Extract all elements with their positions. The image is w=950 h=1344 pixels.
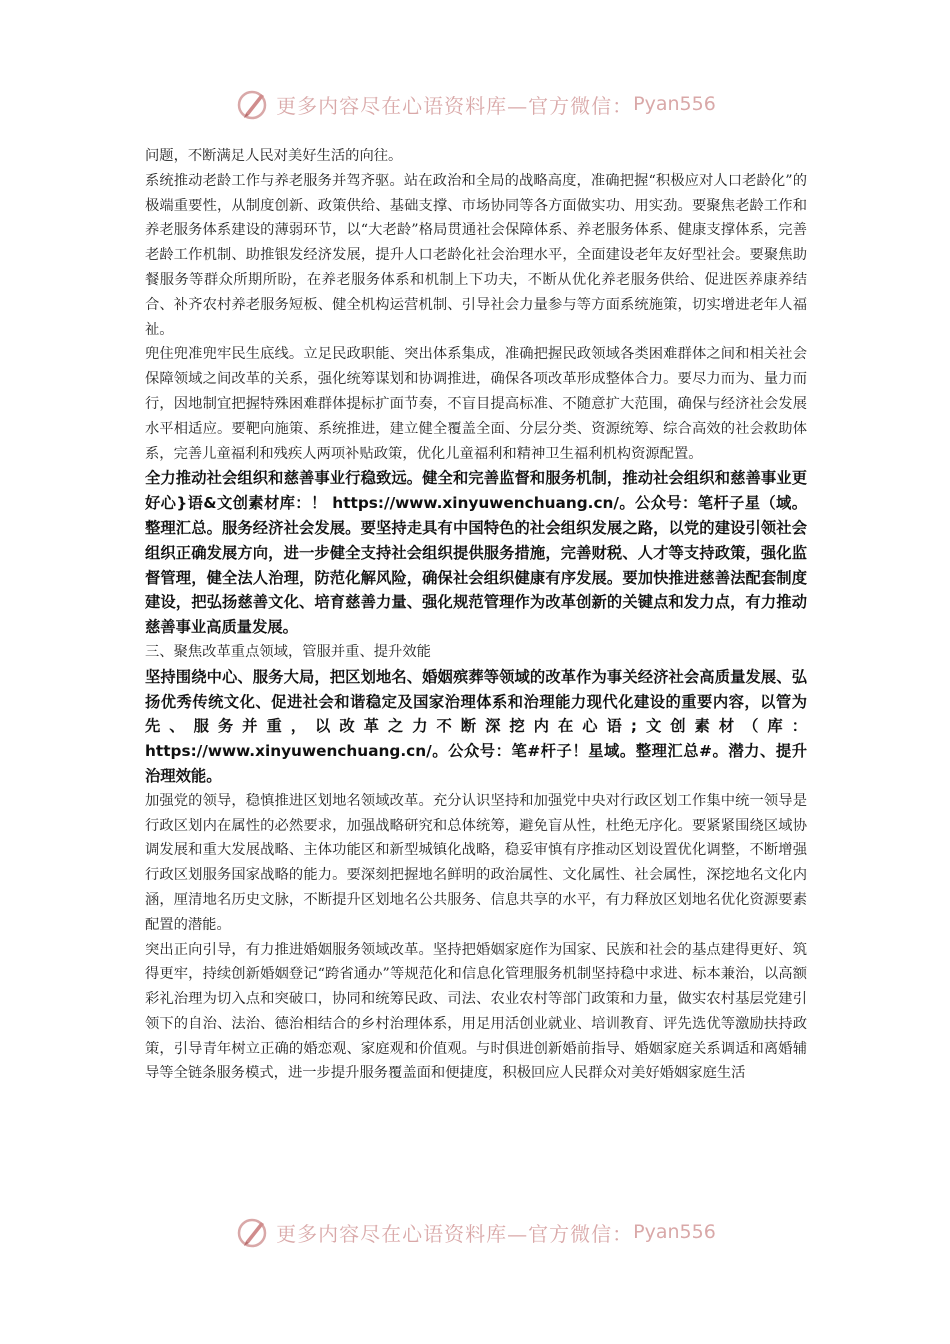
paragraph-bold: 坚持围绕中心、服务大局，把区划地名、婚姻殡葬等领域的改革作为事关经济社会高质量发展、弘扬优秀传统文化、促进社会和谐稳定及国家治理体系和治理能力现代化建设的重要内容，以管为先、服务并重，以改革之力不断深挖内在心语;文创素材（库：https://www.xinyuwenchuang.cn/。公众号：笔#杆子！星域。整理汇总#。潜力、提升治理效能。 bbox=[145, 667, 807, 785]
footer-text: 更多内容尽在心语资料库—官方微信： bbox=[276, 1221, 634, 1246]
paragraph: 突出正向引导，有力推进婚姻服务领域改革。坚持把婚姻家庭作为国家、民族和社会的基点建得更好、筑得更牢，持续创新婚姻登记“跨省通办”等规范化和信息化管理服务机制坚持稳中求进、标本兼治，以高额彩礼治理为切入点和突破口，协同和统筹民政、司法、农业农村等部门政策和力量，做实农村基层党建引领下的自治、法治、德治相结合的乡村治理体系，用足用活创业就业、培训教育、评先选优等激励扶持政策，引导青年树立正确的婚恋观、家庭观和价值观。与时俱进创新婚前指导、婚姻家庭关系调适和离婚辅导等全链条服务模式，进一步提升服务覆盖面和便捷度，积极回应人民群众对美好婚姻家庭生活 bbox=[145, 941, 807, 1082]
paragraph: 系统推动老龄工作与养老服务并驾齐驱。站在政治和全局的战略高度，准确把握“积极应对人口老龄化”的极端重要性，从制度创新、政策供给、基础支撑、市场协同等各方面做实功、用实劲。要聚焦老龄工作和养老服务体系建设的薄弱环节，以“大老龄”格局贯通社会保障体系、养老服务体系、健康支撑体系，完善老龄工作机制、助推银发经济发展，提升人口老龄化社会治理水平，全面建设老年友好型社会。要聚焦助餐服务等群众所期所盼，在养老服务体系和机制上下功夫，不断从优化养老服务供给、促进医养康养结合、补齐农村养老服务短板、健全机构运营机制、引导社会力量参与等方面系统施策，切实增进老年人福祉。 bbox=[145, 172, 807, 338]
footer-watermark bbox=[0, 1212, 950, 1252]
paragraph: 兜住兜准兜牢民生底线。立足民政职能、突出体系集成，准确把握民政领域各类困难群体之间和相关社会保障领域之间改革的关系，强化统筹谋划和协调推进，确保各项改革形成整体合力。要尽力而为、量力而行，因地制宜把握特殊困难群体提标扩面节奏，不盲目提高标准、不随意扩大范围，确保与经济社会发展水平相适应。要靶向施策、系统推进，建立健全覆盖全面、分层分类、资源统筹、综合高效的社会救助体系，完善儿童福利和残疾人两项补贴政策，优化儿童福利和精神卫生福利机构资源配置。 bbox=[145, 346, 807, 462]
logo-pen-icon bbox=[234, 86, 270, 122]
header-watermark bbox=[0, 84, 950, 124]
paragraph: 加强党的领导，稳慎推进区划地名领域改革。充分认识坚持和加强党中央对行政区划工作集中统一领导是行政区划内在属性的必然要求，加强战略研究和总体统筹，避免盲从性，杜绝无序化。要紧紧围绕区域协调发展和重大发展战略、主体功能区和新型城镇化战略，稳妥审慎有序推动区划设置优化调整，不断增强行政区划服务国家战略的能力。要深刻把握地名鲜明的政治属性、文化属性、社会属性，深挖地名文化内涵，厘清地名历史文脉，不断提升区划地名公共服务、信息共享的水平，有力释放区划地名优化资源要素配置的潜能。 bbox=[145, 792, 807, 933]
footer-wechat-id: Pyan556 bbox=[633, 1221, 716, 1243]
section-heading: 三、聚焦改革重点领域，管服并重、提升效能 bbox=[145, 643, 431, 660]
paragraph-bold: 全力推动社会组织和慈善事业行稳致远。健全和完善监督和服务机制，推动社会组织和慈善事业更好心}语&文创素材库：！ https://www.xinyuwenchuang.cn/。公众号：笔杆子星（域。整理汇总。服务经济社会发展。要坚持走具有中国特色的社会组织发展之路，以党的建设引领社会组织正确发展方向，进一步健全支持社会组织提供服务措施，完善财税、人才等支持政策，强化监督管理，健全法人治理，防范化解风险，确保社会组织健康有序发展。要加快推进慈善法配套制度建设，把弘扬慈善文化、培育慈善力量、强化规范管理作为改革创新的关键点和发力点，有力推动慈善事业高质量发展。 bbox=[145, 469, 807, 637]
document-body bbox=[145, 144, 807, 1086]
header-text: 更多内容尽在心语资料库—官方微信： bbox=[276, 93, 634, 118]
header-wechat-id: Pyan556 bbox=[633, 93, 716, 115]
paragraph: 问题，不断满足人民对美好生活的向往。 bbox=[145, 148, 403, 164]
logo-pen-icon bbox=[234, 1214, 270, 1250]
